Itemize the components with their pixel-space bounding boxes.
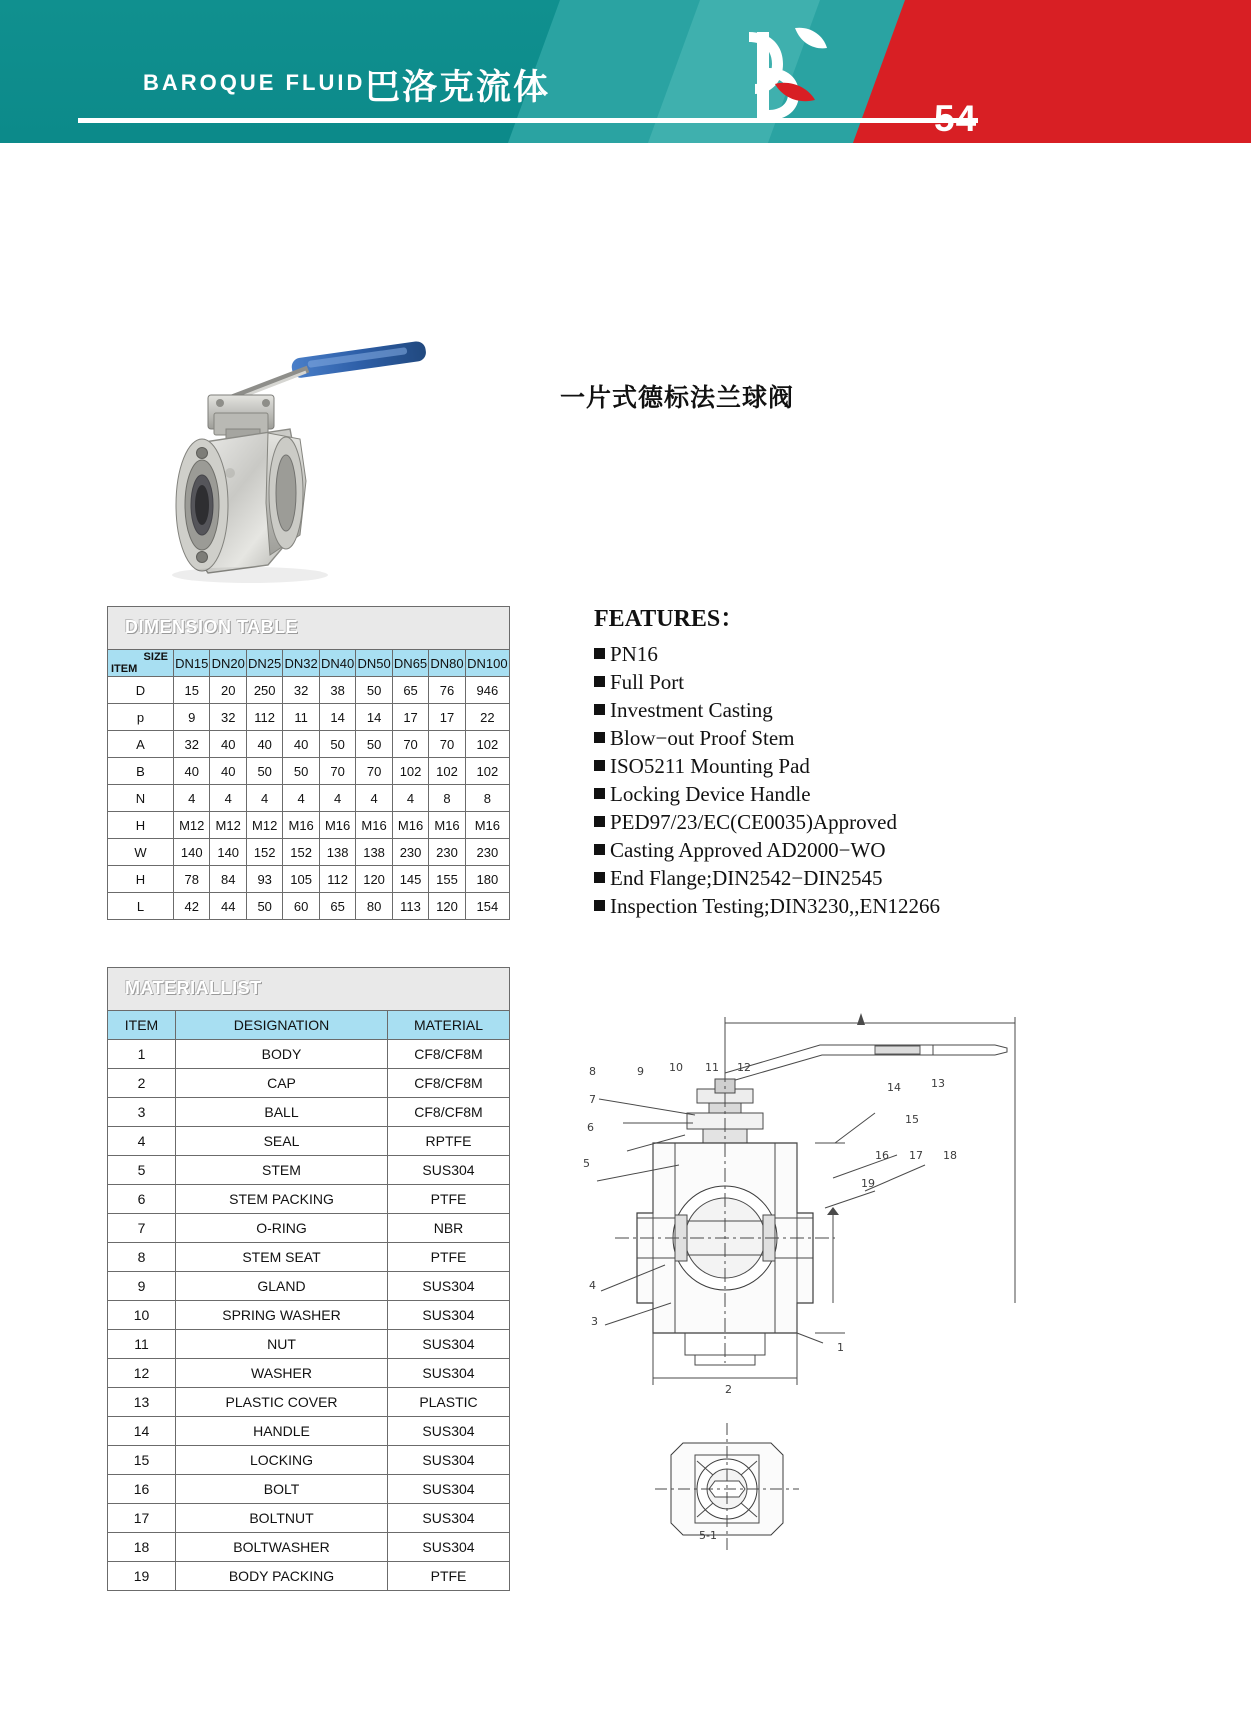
svg-text:5-1: 5-1 [699, 1529, 717, 1542]
svg-text:3: 3 [591, 1315, 598, 1328]
brand-name-en: BAROQUE FLUID [143, 70, 366, 95]
dimension-cell: 9 [174, 704, 210, 731]
dimension-table-grid [107, 649, 510, 920]
feature-item-label: End Flange;DIN2542−DIN2545 [610, 866, 883, 890]
svg-text:7: 7 [589, 1093, 596, 1106]
feature-item [594, 836, 1234, 864]
dimension-cell: 70 [392, 731, 428, 758]
square-bullet-icon [594, 872, 605, 883]
svg-text:13: 13 [931, 1077, 945, 1090]
square-bullet-icon [594, 732, 605, 743]
svg-text:15: 15 [905, 1113, 919, 1126]
svg-text:2: 2 [725, 1383, 732, 1396]
material-item-number: 14 [108, 1417, 176, 1446]
dimension-cell: 50 [356, 677, 392, 704]
dimension-cell: 40 [210, 731, 246, 758]
material-item-number: 18 [108, 1533, 176, 1562]
material-material: SUS304 [388, 1475, 510, 1504]
product-title-cn: 一片式德标法兰球阀 [560, 383, 795, 412]
dimension-cell: 138 [319, 839, 355, 866]
dimension-table-row [108, 839, 510, 866]
material-material: RPTFE [388, 1127, 510, 1156]
dimension-cell: 17 [429, 704, 465, 731]
material-item-number: 2 [108, 1069, 176, 1098]
header-divider-line [78, 118, 978, 123]
dimension-cell: 32 [283, 677, 319, 704]
dimension-table-row [108, 758, 510, 785]
material-designation: LOCKING [176, 1446, 388, 1475]
feature-item-label: Inspection Testing;DIN3230,,EN12266 [610, 894, 941, 918]
material-material: SUS304 [388, 1359, 510, 1388]
dimension-cell: 60 [283, 893, 319, 920]
page-number: 54 [934, 98, 978, 139]
dimension-size-header: DN50 [356, 650, 392, 677]
material-item-number: 15 [108, 1446, 176, 1475]
square-bullet-icon [594, 844, 605, 855]
square-bullet-icon [594, 648, 605, 659]
material-item-number: 11 [108, 1330, 176, 1359]
dimension-cell: M12 [174, 812, 210, 839]
feature-item [594, 892, 1234, 920]
dimension-cell: 120 [429, 893, 465, 920]
material-material: PTFE [388, 1185, 510, 1214]
dimension-table-header-row [108, 650, 510, 677]
dimension-size-header: DN32 [283, 650, 319, 677]
material-item-number: 6 [108, 1185, 176, 1214]
page-header [0, 0, 1251, 143]
material-designation: HANDLE [176, 1417, 388, 1446]
square-bullet-icon [594, 900, 605, 911]
dimension-cell: 50 [319, 731, 355, 758]
material-material: SUS304 [388, 1156, 510, 1185]
dimension-cell: 102 [465, 731, 509, 758]
material-material: PLASTIC [388, 1388, 510, 1417]
dimension-cell: 32 [174, 731, 210, 758]
dimension-cell: 40 [283, 731, 319, 758]
material-list-row [108, 1127, 510, 1156]
material-designation: BOLTNUT [176, 1504, 388, 1533]
dimension-cell: 112 [246, 704, 282, 731]
dimension-cell: 50 [283, 758, 319, 785]
material-designation: GLAND [176, 1272, 388, 1301]
dimension-cell: 155 [429, 866, 465, 893]
material-item-number: 4 [108, 1127, 176, 1156]
dimension-cell: 22 [465, 704, 509, 731]
svg-text:19: 19 [861, 1177, 875, 1190]
dimension-cell: 65 [319, 893, 355, 920]
dimension-cell: 102 [392, 758, 428, 785]
material-list-row [108, 1330, 510, 1359]
material-list-column-header: ITEM [108, 1011, 176, 1040]
dimension-size-header: DN80 [429, 650, 465, 677]
dimension-table-row [108, 785, 510, 812]
material-material: SUS304 [388, 1301, 510, 1330]
svg-text:4: 4 [589, 1279, 596, 1292]
material-list-row [108, 1272, 510, 1301]
dimension-cell: 102 [465, 758, 509, 785]
material-list-row [108, 1417, 510, 1446]
material-designation: STEM SEAT [176, 1243, 388, 1272]
dimension-table-banner [107, 606, 510, 649]
svg-text:18: 18 [943, 1149, 957, 1162]
material-designation: BOLT [176, 1475, 388, 1504]
square-bullet-icon [594, 816, 605, 827]
dimension-table-item-label: ITEM [111, 663, 138, 675]
svg-text:10: 10 [669, 1061, 683, 1074]
dimension-table-row [108, 677, 510, 704]
header-red-block [1060, 0, 1251, 143]
dimension-row-label: D [108, 677, 174, 704]
dimension-cell: 70 [356, 758, 392, 785]
dimension-cell: 112 [319, 866, 355, 893]
square-bullet-icon [594, 760, 605, 771]
material-designation: SPRING WASHER [176, 1301, 388, 1330]
feature-item-label: Blow−out Proof Stem [610, 726, 795, 750]
material-list-header-row [108, 1011, 510, 1040]
dimension-row-label: p [108, 704, 174, 731]
dimension-table-row [108, 812, 510, 839]
dimension-size-header: DN65 [392, 650, 428, 677]
material-material: PTFE [388, 1562, 510, 1591]
dimension-cell: 230 [465, 839, 509, 866]
dimension-cell: 145 [392, 866, 428, 893]
material-list-row [108, 1185, 510, 1214]
dimension-cell: 4 [319, 785, 355, 812]
material-item-number: 5 [108, 1156, 176, 1185]
material-list-row [108, 1156, 510, 1185]
dimension-cell: 15 [174, 677, 210, 704]
material-designation: NUT [176, 1330, 388, 1359]
material-list-row [108, 1301, 510, 1330]
dimension-cell: 70 [429, 731, 465, 758]
dimension-cell: M16 [392, 812, 428, 839]
material-list-banner [107, 967, 510, 1010]
brand-name-cn: 巴洛克流体 [365, 68, 551, 108]
dimension-size-header: DN25 [246, 650, 282, 677]
material-list-row [108, 1069, 510, 1098]
svg-text:14: 14 [887, 1081, 901, 1094]
material-designation: BALL [176, 1098, 388, 1127]
dimension-table-row [108, 893, 510, 920]
dimension-cell: 70 [319, 758, 355, 785]
feature-item-label: Locking Device Handle [610, 782, 811, 806]
dimension-cell: M12 [210, 812, 246, 839]
dimension-cell: 250 [246, 677, 282, 704]
square-bullet-icon [594, 704, 605, 715]
baroque-b-leaf-logo-icon [735, 24, 860, 129]
dimension-cell: 4 [283, 785, 319, 812]
dimension-cell: 80 [356, 893, 392, 920]
dimension-table-corner-cell [108, 650, 174, 677]
material-list-banner-label: MATERIALLIST [125, 978, 262, 998]
square-bullet-icon [594, 676, 605, 687]
dimension-cell: 180 [465, 866, 509, 893]
dimension-cell: M16 [283, 812, 319, 839]
dimension-cell: 84 [210, 866, 246, 893]
material-material: CF8/CF8M [388, 1040, 510, 1069]
header-bottom-rule [0, 143, 1251, 147]
dimension-cell: 120 [356, 866, 392, 893]
dimension-cell: M16 [465, 812, 509, 839]
feature-item-label: ISO5211 Mounting Pad [610, 754, 810, 778]
dimension-cell: 230 [429, 839, 465, 866]
feature-item [594, 864, 1234, 892]
feature-item [594, 696, 1234, 724]
material-material: SUS304 [388, 1330, 510, 1359]
material-list-row [108, 1243, 510, 1272]
material-designation: BODY [176, 1040, 388, 1069]
dimension-cell: 76 [429, 677, 465, 704]
material-list-column-header: DESIGNATION [176, 1011, 388, 1040]
dimension-size-header: DN100 [465, 650, 509, 677]
material-designation: SEAL [176, 1127, 388, 1156]
dimension-table [107, 606, 510, 920]
dimension-table-banner-label: DIMENSION TABLE [125, 617, 299, 637]
dimension-size-header: DN40 [319, 650, 355, 677]
wafer-type-flanged-ball-valve-photo-icon [140, 303, 540, 583]
material-material: SUS304 [388, 1504, 510, 1533]
material-list-row [108, 1214, 510, 1243]
dimension-row-label: A [108, 731, 174, 758]
svg-text:11: 11 [705, 1061, 719, 1074]
feature-item-label: Investment Casting [610, 698, 773, 722]
dimension-cell: 113 [392, 893, 428, 920]
material-material: SUS304 [388, 1446, 510, 1475]
feature-item [594, 808, 1234, 836]
dimension-cell: M16 [429, 812, 465, 839]
dimension-cell: 42 [174, 893, 210, 920]
dimension-cell: 140 [210, 839, 246, 866]
feature-item-label: Casting Approved AD2000−WO [610, 838, 886, 862]
material-material: NBR [388, 1214, 510, 1243]
material-item-number: 16 [108, 1475, 176, 1504]
material-item-number: 10 [108, 1301, 176, 1330]
dimension-cell: 4 [246, 785, 282, 812]
material-item-number: 7 [108, 1214, 176, 1243]
valve-cross-section-technical-drawing-icon [575, 1003, 1045, 1573]
svg-text:8: 8 [589, 1065, 596, 1078]
dimension-cell: 50 [246, 893, 282, 920]
svg-text:6: 6 [587, 1121, 594, 1134]
material-item-number: 9 [108, 1272, 176, 1301]
material-designation: BODY PACKING [176, 1562, 388, 1591]
dimension-cell: 102 [429, 758, 465, 785]
dimension-cell: 17 [392, 704, 428, 731]
dimension-row-label: W [108, 839, 174, 866]
dimension-cell: 50 [246, 758, 282, 785]
svg-text:5: 5 [583, 1157, 590, 1170]
feature-item-label: PN16 [610, 642, 658, 666]
material-list-row [108, 1562, 510, 1591]
dimension-cell: M12 [246, 812, 282, 839]
material-list-row [108, 1504, 510, 1533]
dimension-cell: 65 [392, 677, 428, 704]
dimension-cell: 8 [429, 785, 465, 812]
material-designation: PLASTIC COVER [176, 1388, 388, 1417]
material-list-row [108, 1475, 510, 1504]
svg-text:16: 16 [875, 1149, 889, 1162]
svg-text:1: 1 [837, 1341, 844, 1354]
dimension-cell: 32 [210, 704, 246, 731]
dimension-cell: 4 [210, 785, 246, 812]
dimension-cell: 138 [356, 839, 392, 866]
material-material: PTFE [388, 1243, 510, 1272]
dimension-cell: 946 [465, 677, 509, 704]
dimension-cell: 4 [356, 785, 392, 812]
material-designation: O-RING [176, 1214, 388, 1243]
dimension-row-label: B [108, 758, 174, 785]
dimension-cell: 8 [465, 785, 509, 812]
dimension-cell: 152 [246, 839, 282, 866]
feature-item [594, 780, 1234, 808]
dimension-size-header: DN15 [174, 650, 210, 677]
feature-item-label: Full Port [610, 670, 685, 694]
material-designation: CAP [176, 1069, 388, 1098]
svg-text:9: 9 [637, 1065, 644, 1078]
dimension-cell: 14 [356, 704, 392, 731]
dimension-row-label: H [108, 866, 174, 893]
dimension-row-label: H [108, 812, 174, 839]
dimension-table-row [108, 731, 510, 758]
svg-text:17: 17 [909, 1149, 923, 1162]
material-item-number: 1 [108, 1040, 176, 1069]
material-list [107, 967, 510, 1591]
material-list-row [108, 1098, 510, 1127]
dimension-row-label: L [108, 893, 174, 920]
material-material: CF8/CF8M [388, 1098, 510, 1127]
material-item-number: 13 [108, 1388, 176, 1417]
material-designation: BOLTWASHER [176, 1533, 388, 1562]
dimension-cell: 40 [246, 731, 282, 758]
dimension-cell: M16 [319, 812, 355, 839]
dimension-cell: 4 [174, 785, 210, 812]
feature-item [594, 640, 1234, 668]
dimension-cell: 78 [174, 866, 210, 893]
dimension-cell: M16 [356, 812, 392, 839]
square-bullet-icon [594, 788, 605, 799]
dimension-cell: 14 [319, 704, 355, 731]
dimension-cell: 38 [319, 677, 355, 704]
dimension-cell: 20 [210, 677, 246, 704]
dimension-cell: 154 [465, 893, 509, 920]
feature-item [594, 752, 1234, 780]
material-item-number: 8 [108, 1243, 176, 1272]
material-list-column-header: MATERIAL [388, 1011, 510, 1040]
material-list-grid [107, 1010, 510, 1591]
dimension-cell: 44 [210, 893, 246, 920]
dimension-cell: 4 [392, 785, 428, 812]
dimension-cell: 40 [174, 758, 210, 785]
dimension-row-label: N [108, 785, 174, 812]
material-item-number: 19 [108, 1562, 176, 1591]
material-material: SUS304 [388, 1417, 510, 1446]
dimension-cell: 50 [356, 731, 392, 758]
feature-item [594, 724, 1234, 752]
material-material: CF8/CF8M [388, 1069, 510, 1098]
feature-item-label: PED97/23/EC(CE0035)Approved [610, 810, 897, 834]
material-item-number: 12 [108, 1359, 176, 1388]
features-section [594, 598, 1234, 920]
dimension-cell: 40 [210, 758, 246, 785]
features-title: FEATURES： [594, 606, 745, 632]
dimension-size-header: DN20 [210, 650, 246, 677]
material-designation: STEM [176, 1156, 388, 1185]
dimension-cell: 11 [283, 704, 319, 731]
material-material: SUS304 [388, 1533, 510, 1562]
material-designation: STEM PACKING [176, 1185, 388, 1214]
material-list-row [108, 1359, 510, 1388]
dimension-table-row [108, 704, 510, 731]
dimension-cell: 152 [283, 839, 319, 866]
material-list-row [108, 1446, 510, 1475]
dimension-cell: 230 [392, 839, 428, 866]
dimension-cell: 105 [283, 866, 319, 893]
material-list-row [108, 1388, 510, 1417]
material-material: SUS304 [388, 1272, 510, 1301]
dimension-cell: 93 [246, 866, 282, 893]
material-list-row [108, 1040, 510, 1069]
material-designation: WASHER [176, 1359, 388, 1388]
dimension-table-row [108, 866, 510, 893]
material-item-number: 3 [108, 1098, 176, 1127]
feature-item [594, 668, 1234, 696]
material-item-number: 17 [108, 1504, 176, 1533]
material-list-row [108, 1533, 510, 1562]
dimension-table-size-label: SIZE [143, 651, 168, 663]
dimension-cell: 140 [174, 839, 210, 866]
svg-text:12: 12 [737, 1061, 751, 1074]
